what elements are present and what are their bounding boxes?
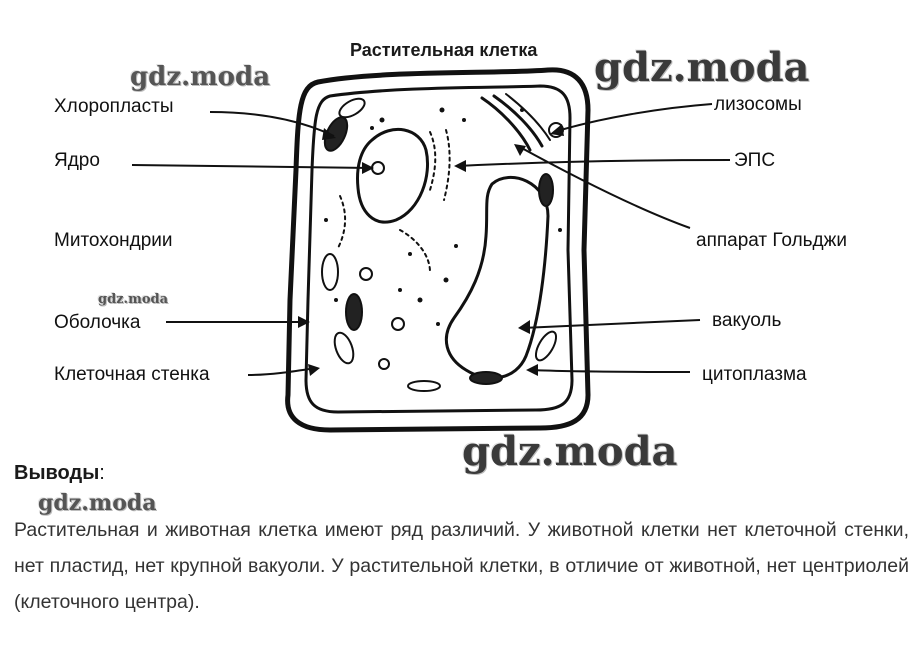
watermark: gdz.moda	[98, 292, 169, 307]
label-membrane: Оболочка	[54, 312, 141, 333]
pointer-vacuole	[522, 320, 700, 328]
chloroplast	[331, 330, 357, 366]
watermark: gdz.moda	[130, 62, 271, 92]
conclusion-heading	[14, 462, 105, 485]
chloroplast	[539, 174, 553, 206]
pointer-cytoplasm	[530, 370, 690, 372]
lysosome	[379, 359, 389, 369]
nucleus-shape	[358, 129, 428, 222]
label-mitochondria: Митохондрии	[54, 230, 173, 251]
chloroplast	[322, 254, 338, 290]
conclusion-heading-colon: :	[99, 462, 105, 484]
chloroplast	[346, 294, 362, 330]
label-golgi: аппарат Гольджи	[696, 230, 847, 251]
label-cytoplasm: цитоплазма	[702, 364, 807, 385]
diagram-title: Растительная клетка	[350, 40, 538, 60]
chloroplast	[532, 329, 560, 364]
watermark: gdz.moda	[594, 44, 810, 91]
conclusion-text: Растительная и животная клетка имеют ряд различий. У животной клетки нет клеточной стенки, нет пластид, нет крупной вакуоли. У растительной клетки, в отличие от животной, нет центриолей (клеточного центра).	[14, 519, 909, 613]
chloroplast	[470, 372, 502, 384]
chloroplast	[336, 95, 367, 121]
vacuole-shape	[446, 177, 548, 378]
label-er: ЭПС	[734, 150, 776, 171]
lysosome	[360, 268, 372, 280]
label-chloroplasts: Хлоропласты	[54, 96, 174, 117]
pointer-lysosomes	[554, 104, 712, 132]
lysosome	[392, 318, 404, 330]
label-cell-wall: Клеточная стенка	[54, 364, 210, 385]
label-nucleus: Ядро	[54, 150, 100, 171]
label-vacuole: вакуоль	[712, 310, 782, 331]
label-lysosomes: лизосомы	[714, 94, 802, 115]
watermark: gdz.moda	[38, 490, 157, 516]
conclusion-heading-text: Выводы	[14, 462, 100, 484]
pointer-er	[458, 160, 730, 166]
pointer-nucleus	[132, 165, 372, 168]
watermark: gdz.moda	[462, 428, 678, 475]
chloroplast	[408, 381, 440, 391]
